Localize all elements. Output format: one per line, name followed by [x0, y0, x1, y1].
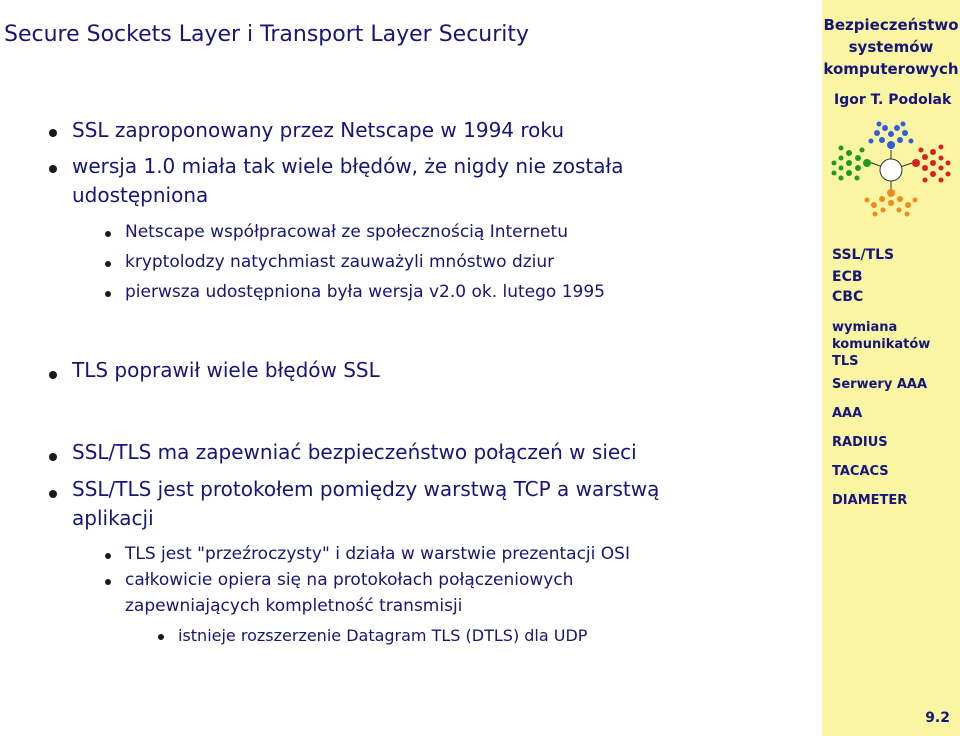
course-title-line: Bezpieczeństwo — [823, 16, 959, 34]
sub-bullet-dot — [105, 291, 111, 297]
bullet-item: SSL/TLS jest protokołem pomiędzy warstwą TCP a warstwą — [72, 477, 660, 501]
bullet-dot — [49, 165, 57, 173]
nav-item-wymiana-line: wymiana — [832, 320, 898, 335]
bullet-item: wersja 1.0 miała tak wiele błędów, że nigdy nie została — [72, 154, 624, 178]
sub-bullet-dot — [105, 553, 111, 559]
sub-bullet-dot — [105, 261, 111, 267]
nav-item-wymiana[interactable] — [832, 319, 930, 370]
nav-item-diameter[interactable]: DIAMETER — [832, 493, 908, 508]
bullet-dot — [49, 490, 57, 498]
nav-item-ssl-tls[interactable]: SSL/TLS — [832, 247, 895, 263]
bullet-item: SSL/TLS ma zapewniać bezpieczeństwo połączeń w sieci — [72, 440, 637, 464]
slide-title-bar — [0, 0, 822, 76]
nav-item-tacacs[interactable]: TACACS — [832, 464, 889, 479]
nav-item-aaa[interactable]: AAA — [832, 406, 863, 421]
nav-item-wymiana-line: komunikatów — [832, 337, 931, 352]
sub-bullet-item: Netscape współpracował ze społecznością Internetu — [125, 222, 568, 242]
sub-bullet-item: pierwsza udostępniona była wersja v2.0 ok. lutego 1995 — [125, 282, 605, 302]
course-title-line: komputerowych — [823, 60, 959, 78]
course-title-line: systemów — [848, 38, 934, 56]
bullet-item-continuation: aplikacji — [72, 506, 154, 530]
nav-item-radius[interactable]: RADIUS — [832, 435, 888, 450]
sub-bullet-item: kryptolodzy natychmiast zauważyli mnóstwo dziur — [125, 252, 555, 272]
nav-item-cbc[interactable]: CBC — [832, 289, 864, 305]
sub-bullet-item-continuation: zapewniających kompletność transmisji — [125, 596, 463, 616]
subsub-bullet-dot — [158, 634, 164, 640]
author-name: Igor T. Podolak — [834, 92, 952, 108]
sidebar — [822, 0, 960, 736]
bullet-item: SSL zaproponowany przez Netscape w 1994 roku — [72, 118, 565, 142]
nav-item-wymiana-line: TLS — [832, 354, 859, 369]
slide-title: Secure Sockets Layer i Transport Layer Security — [4, 22, 530, 47]
sub-bullet-dot — [105, 231, 111, 237]
subsub-bullet-item: istnieje rozszerzenie Datagram TLS (DTLS) dla UDP — [178, 626, 588, 645]
sub-bullet-dot — [105, 579, 111, 585]
nav-item-serwery-aaa[interactable]: Serwery AAA — [832, 377, 928, 392]
bullet-dot — [49, 129, 57, 137]
bullet-item-continuation: udostępniona — [72, 183, 209, 207]
bullet-dot — [49, 453, 57, 461]
network-logo-icon — [822, 0, 960, 230]
page-number: 9.2 — [925, 710, 950, 726]
sub-bullet-item: całkowicie opiera się na protokołach połączeniowych — [125, 570, 574, 590]
bullet-dot — [49, 371, 57, 379]
bullet-item: TLS poprawił wiele błędów SSL — [72, 358, 380, 382]
nav-item-ecb[interactable]: ECB — [832, 269, 863, 285]
sub-bullet-item: TLS jest "przeźroczysty" i działa w warstwie prezentacji OSI — [125, 544, 630, 564]
